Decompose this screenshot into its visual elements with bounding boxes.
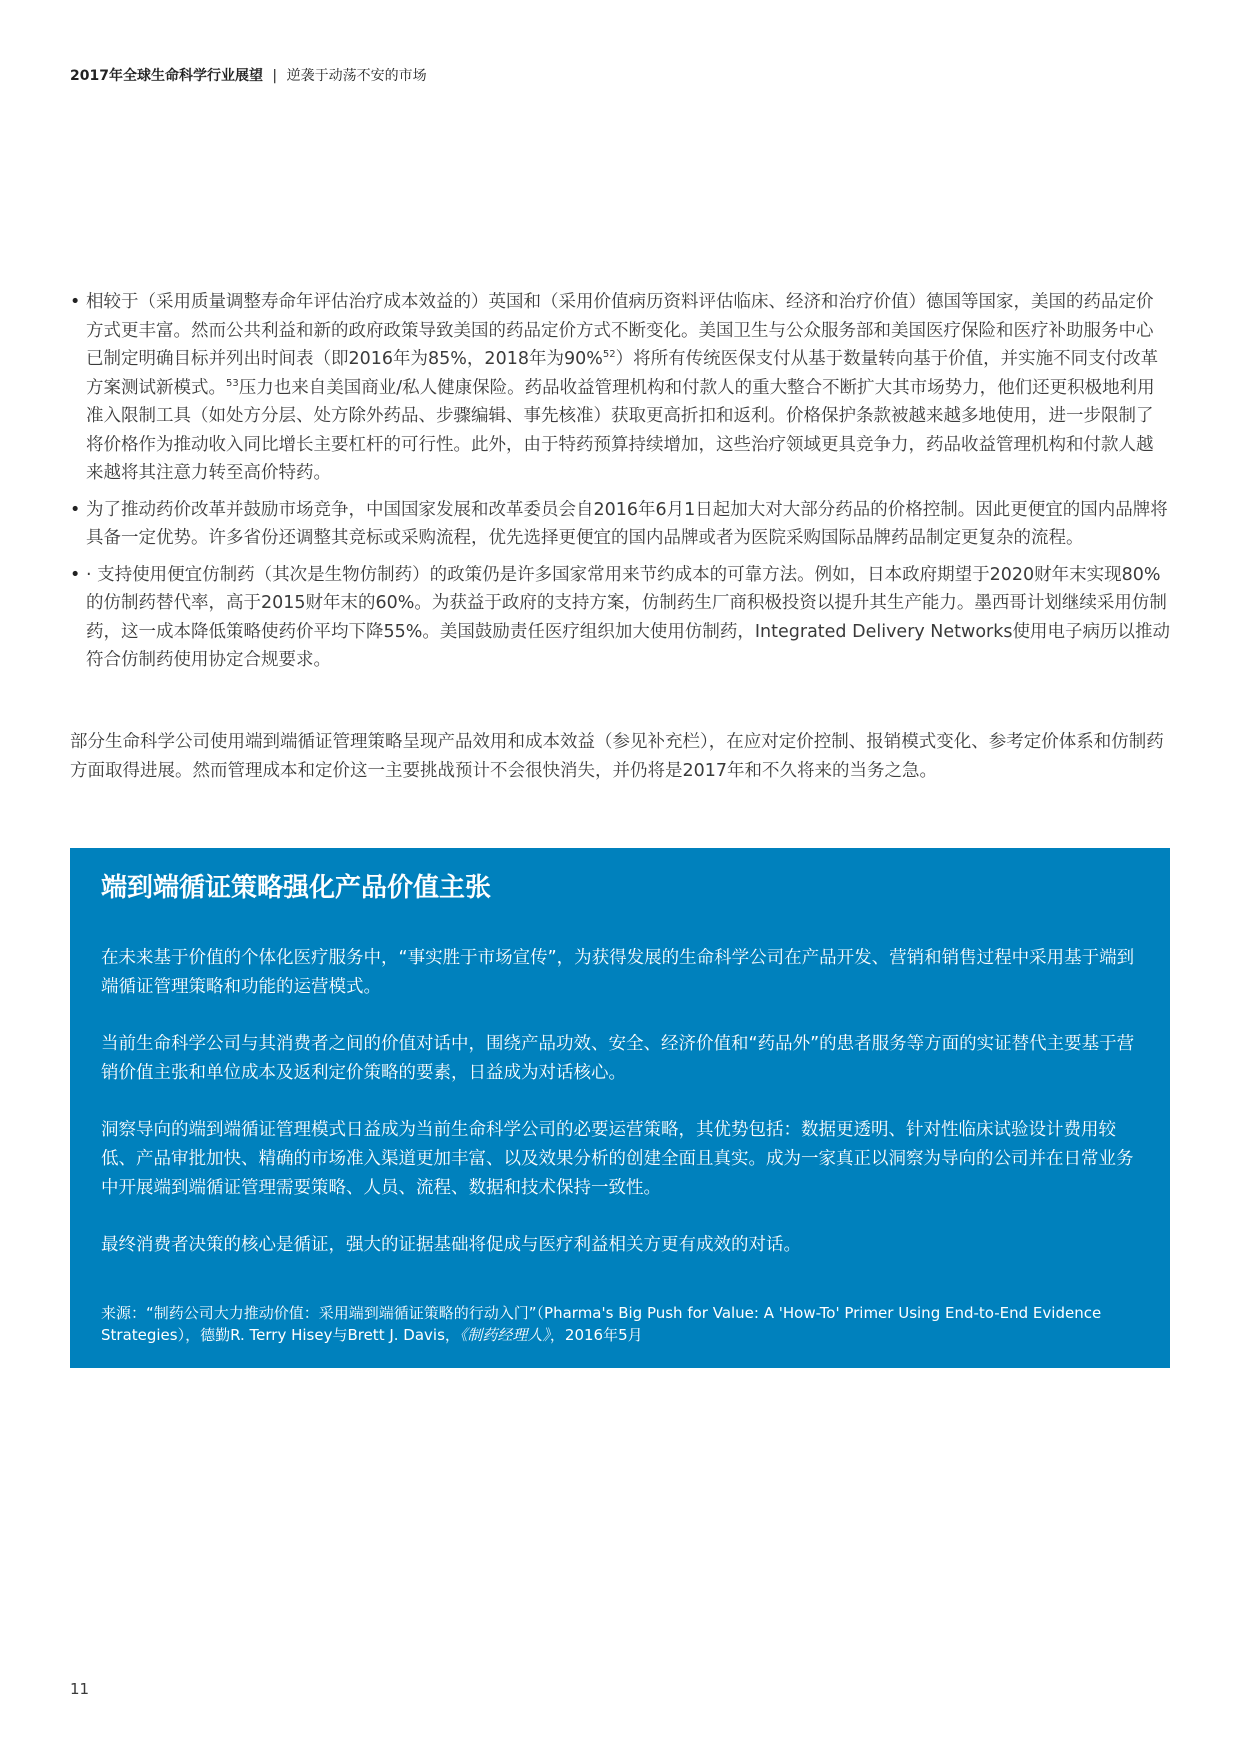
page-header <box>70 66 427 86</box>
report-subtitle: 逆袭于动荡不安的市场 <box>286 68 427 84</box>
footnote-ref-52[interactable]: 52 <box>602 349 616 361</box>
sidebar-paragraph: 洞察导向的端到端循证管理模式日益成为当前生命科学公司的必要运营策略，其优势包括：数据更透明、针对性临床试验设计费用较低、产品审批加快、精确的市场准入渠道更加丰富、以及效果分析的创建全面且真实。成为一家真正以洞察为导向的公司并在日常业务中开展端到端循证管理需要策略、人员、流程、数据和技术保持一致性。 <box>101 1120 1134 1198</box>
body-paragraph: 部分生命科学公司使用端到端循证管理策略呈现产品效用和成本效益（参见补充栏），在应对定价控制、报销模式变化、参考定价体系和仿制药方面取得进展。然而管理成本和定价这一主要挑战预计不会很快消失，并仍将是2017年和不久将来的当务之急。 <box>70 732 1164 781</box>
bullet-text-part2: ）将所有传统医保支付从基于数量转向基于价值，并实施不同支付改革方案测试新模式。 <box>86 349 1159 398</box>
bullet-text: 为了推动药价改革并鼓励市场竞争，中国国家发展和改革委员会自2016年6月1日起加大对大部分药品的价格控制。因此更便宜的国内品牌将具备一定优势。许多省份还调整其竞标或采购流程，优先选择更便宜的国内品牌或者为医院采购国际品牌药品制定更复杂的流程。 <box>86 499 1168 548</box>
report-title: 2017年全球生命科学行业展望 <box>70 68 263 84</box>
bullet-text-part3: 压力也来自美国商业/私人健康保险。药品收益管理机构和付款人的重大整合不断扩大其市场势力，他们还更积极地利用准入限制工具（如处方分层、处方除外药品、步骤编辑、事先核准）获取更高折扣和返利。价格保护条款被越来越多地使用，进一步限制了将价格作为推动收入同比增长主要杠杆的可行性。此外，由于特药预算持续增加，这些治疗领域更具竞争力，药品收益管理机构和付款人越来越将其注意力转至高价特药。 <box>86 377 1155 483</box>
page-number: 11 <box>70 1680 90 1698</box>
source-publication: 《制药经理人》 <box>459 1326 550 1344</box>
bullet-item-us-pricing <box>70 288 1170 488</box>
sidebar-title: 端到端循证策略强化产品价值主张 <box>101 873 492 903</box>
header-separator: | <box>272 68 278 84</box>
sidebar-body <box>101 944 1141 1288</box>
sidebar-source <box>101 1302 1141 1346</box>
footnote-ref-53[interactable]: 53 <box>226 377 239 389</box>
sidebar-paragraph: 当前生命科学公司与其消费者之间的价值对话中，围绕产品功效、安全、经济价值和“药品外”的患者服务等方面的实证替代主要基于营销价值主张和单位成本及返利定价策略的要素，日益成为对话核心。 <box>101 1034 1135 1083</box>
bullet-text-part1: 相较于（采用质量调整寿命年评估治疗成本效益的）英国和（采用价值病历资料评估临床、经济和治疗价值）德国等国家，美国的药品定价方式更丰富。然而公共利益和新的政府政策导致美国的药品定价方式不断变化。美国卫生与公众服务部和美国医疗保险和医疗补助服务中心已制定明确目标并列出时间表（即2016年为85%，2018年为90% <box>86 292 1154 369</box>
sidebar-paragraph: 在未来基于价值的个体化医疗服务中，“事实胜于市场宣传”，为获得发展的生命科学公司在产品开发、营销和销售过程中采用基于端到端循证管理策略和功能的运营模式。 <box>101 948 1135 997</box>
sidebar-box <box>70 848 1170 1368</box>
bullet-list <box>70 288 1170 683</box>
bullet-marker: • <box>70 564 81 585</box>
bullet-item-generics <box>70 561 1170 675</box>
bullet-marker: • <box>70 292 81 312</box>
source-date: ，2016年5月 <box>549 1326 643 1344</box>
source-text: 来源：“制药公司大力推动价值：采用端到端循证策略的行动入门”（Pharma's Big Push for Value: A 'How-To' Primer Using End-to-End Evidence Strategies），德勤R. Terry Hisey与Brett J. Davis， <box>101 1304 1102 1344</box>
bullet-text: · 支持使用便宜仿制药（其次是生物仿制药）的政策仍是许多国家常用来节约成本的可靠方法。例如，日本政府期望于2020财年末实现80%的仿制药替代率，高于2015财年末的60%。为获益于政府的支持方案，仿制药生厂商积极投资以提升其生产能力。墨西哥计划继续采用仿制药，这一成本降低策略使药价平均下降55%。美国鼓励责任医疗组织加大使用仿制药，Integrated Delivery Networks使用电子病历以推动符合仿制药使用协定合规要求。 <box>86 564 1170 670</box>
sidebar-paragraph: 最终消费者决策的核心是循证，强大的证据基础将促成与医疗利益相关方更有成效的对话。 <box>101 1235 801 1255</box>
bullet-marker: • <box>70 499 81 520</box>
bullet-item-china-pricing <box>70 496 1170 553</box>
